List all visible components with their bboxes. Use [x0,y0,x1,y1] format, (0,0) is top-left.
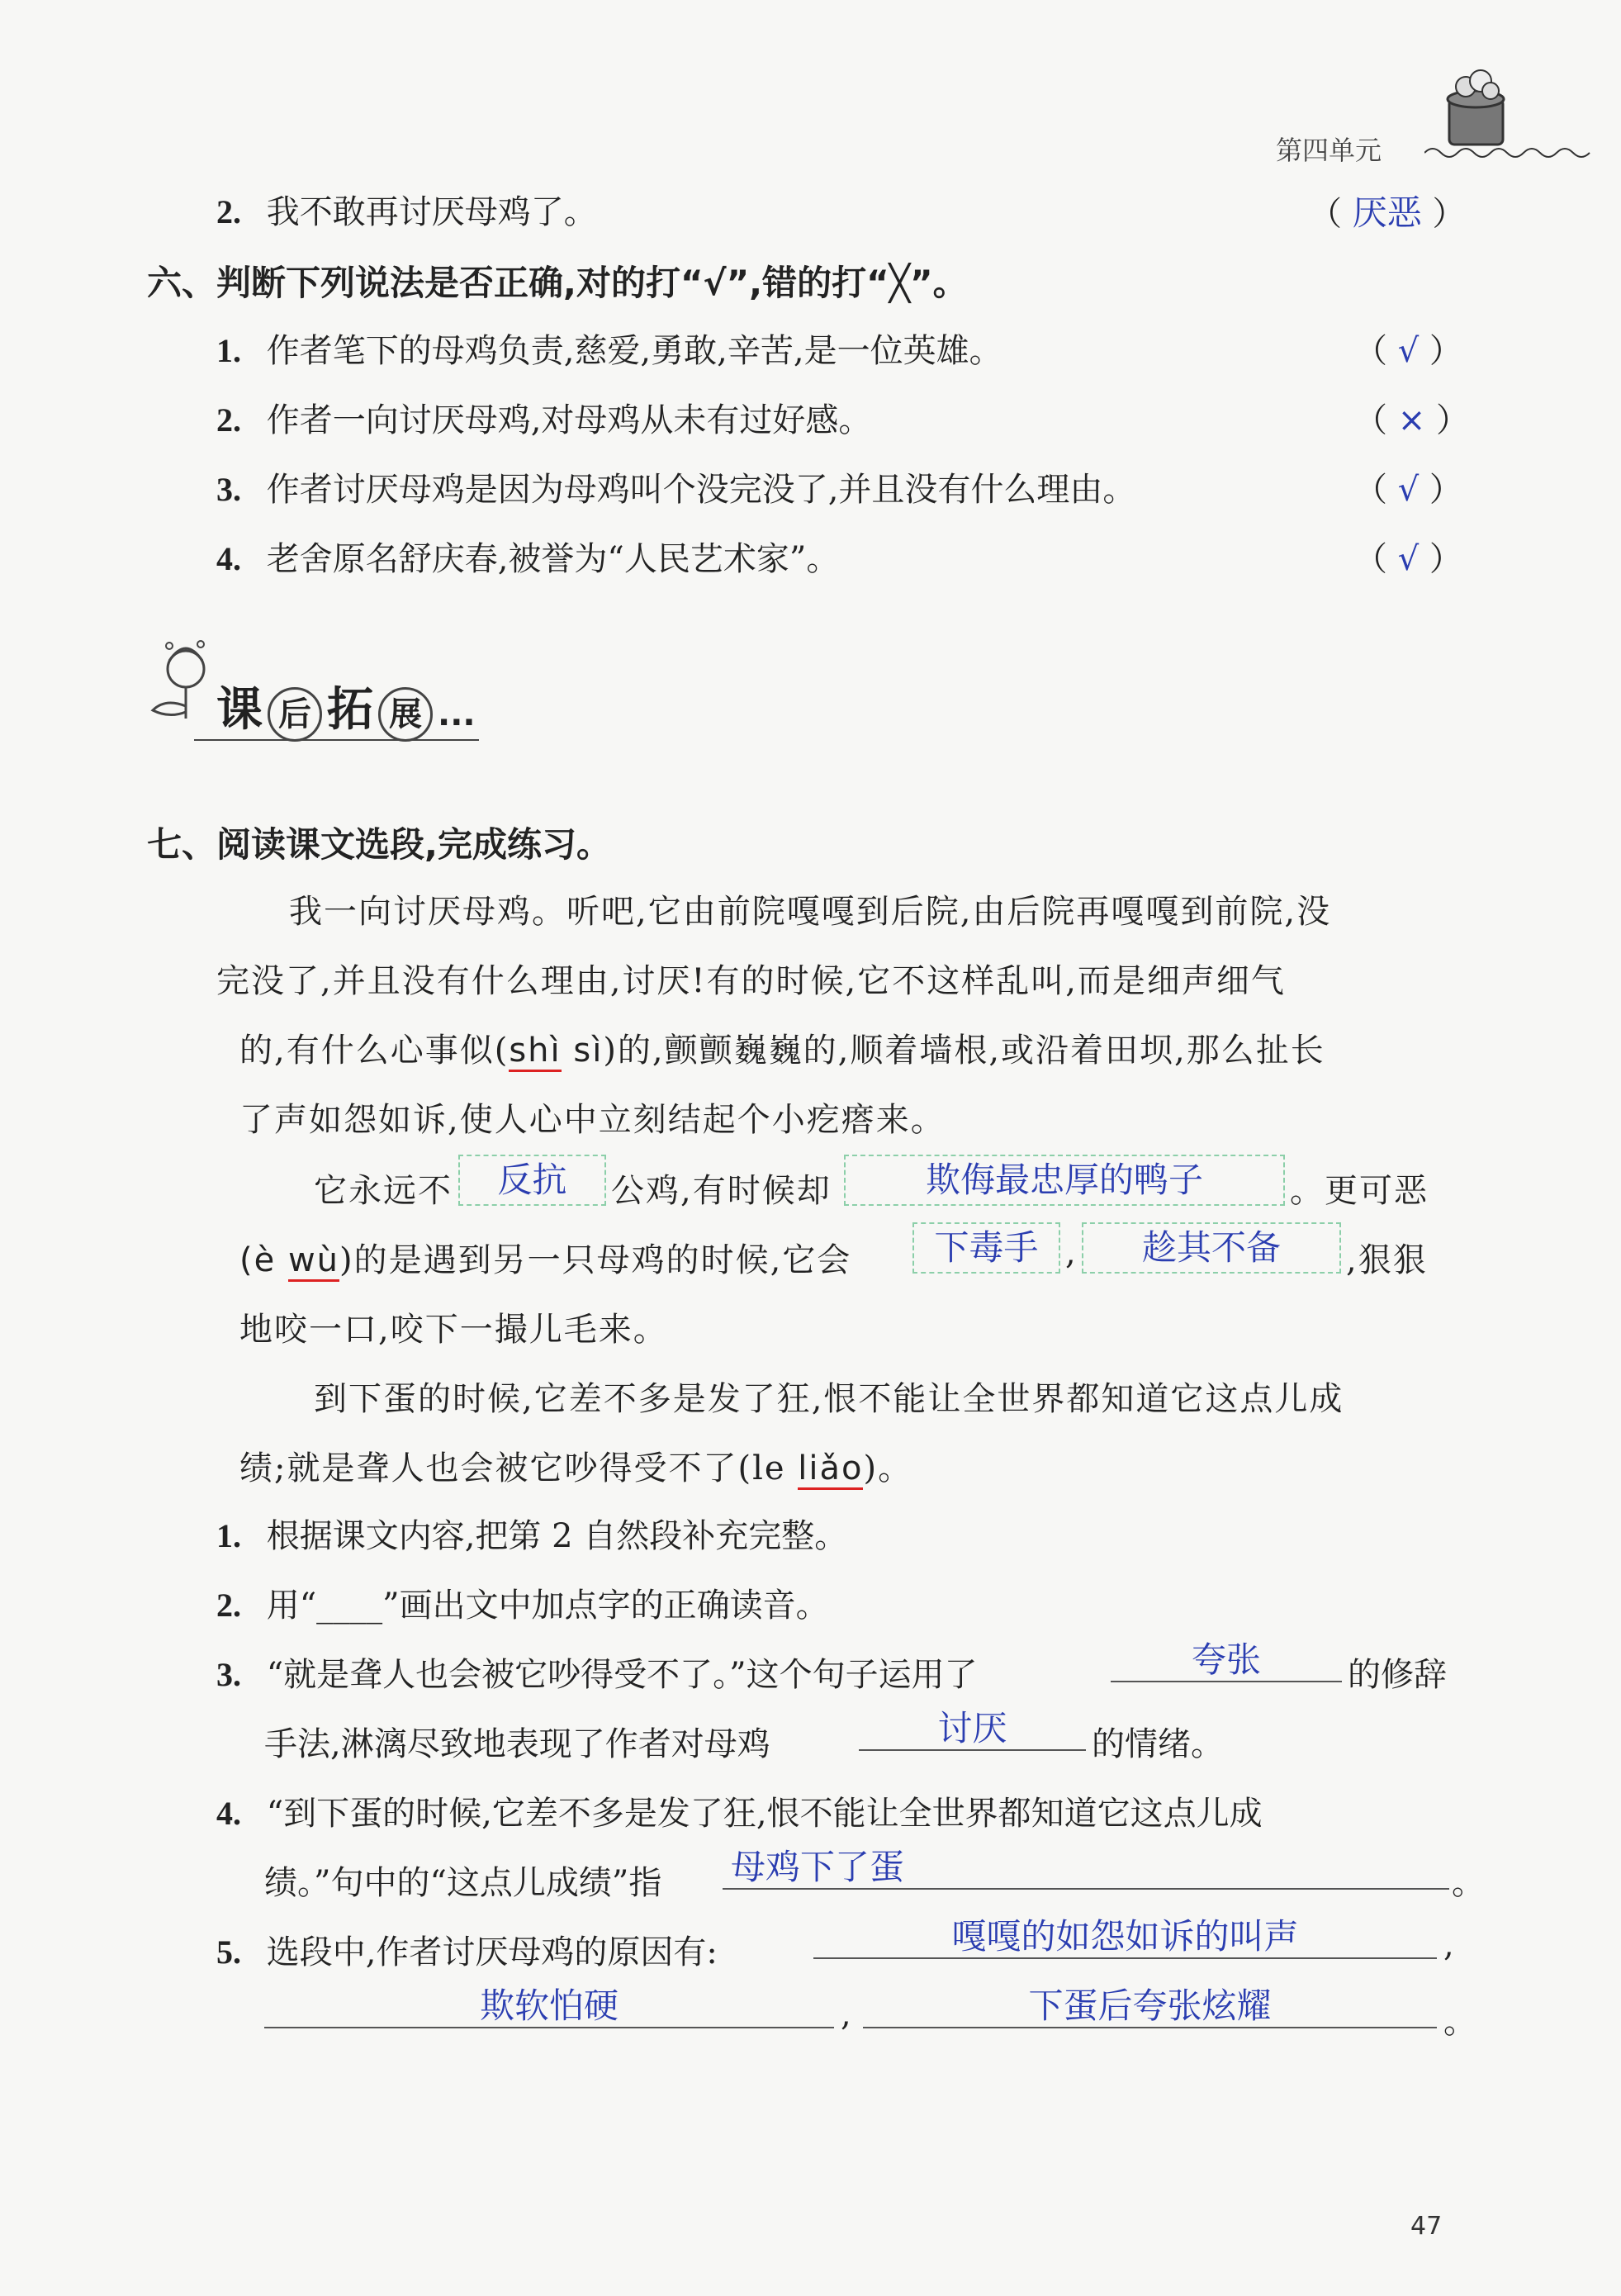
page-number: 47 [1410,2212,1443,2241]
header-wave [1424,145,1598,164]
banner-title: 课 后 拓 展 ... [216,673,476,742]
question-text: 。 [1452,1864,1485,1902]
passage-line: 完没了,并且没有什么理由,讨厌!有的时候,它不这样乱叫,而是细声细气 [216,962,1286,1000]
question-text: 的情绪。 [1092,1725,1224,1763]
list-item: 4. 老舍原名舒庆春,被誉为“人民艺术家”。 [216,540,840,578]
question-text: 的修辞 [1348,1656,1447,1694]
handwritten-answer: √ [1397,332,1420,370]
question-text: 手法,淋漓尽致地表现了作者对母鸡 [264,1725,770,1763]
question-text: 。 [1443,2003,1476,2041]
list-item: 1. 作者笔下的母鸡负责,慈爱,勇敢,辛苦,是一位英雄。 [216,332,1002,370]
question-5: 5. 选段中,作者讨厌母鸡的原因有: [216,1933,718,1971]
question-2: 2. 用“____”画出文中加点字的正确读音。 [216,1587,829,1625]
answer-bracket: （ √ ） [1354,332,1462,370]
fill-box: 反抗 [458,1155,606,1206]
answer-blank: 嘎嘎的如怨如诉的叫声 [813,1916,1437,1959]
passage-text: ,狠狠 [1346,1241,1428,1279]
fill-box: 趁其不备 [1082,1222,1341,1274]
passage-line: 到下蛋的时候,它差不多是发了狂,恨不能让全世界都知道它这点儿成 [314,1380,1344,1418]
question-3: 3. “就是聋人也会被它吵得受不了。”这个句子运用了 [216,1656,978,1694]
handwritten-answer: × [1397,401,1426,439]
handwritten-answer: √ [1397,540,1420,578]
answer-blank: 母鸡下了蛋 [723,1847,1449,1890]
list-item: 3. 作者讨厌母鸡是因为母鸡叫个没完没了,并且没有什么理由。 [216,471,1136,509]
question-number: 2. [216,193,241,230]
answer-bracket: （ √ ） [1354,540,1462,578]
list-item: 2. 作者一向讨厌母鸡,对母鸡从未有过好感。 [216,401,872,439]
banner-flower-icon [145,636,227,730]
answer-blank: 欺软怕硬 [264,1985,834,2028]
question-text: , [1443,1926,1454,1964]
passage-text: 它永远不 [314,1172,453,1210]
handwritten-answer: √ [1397,471,1420,509]
question-text: 我不敢再讨厌母鸡了。 [266,193,597,231]
unit-label: 第四单元 [1276,135,1382,166]
question-4: 4. “到下蛋的时候,它差不多是发了狂,恨不能让全世界都知道它这点儿成 [216,1795,1263,1833]
passage-text: 。更可恶 [1290,1172,1429,1210]
question-1: 1. 根据课文内容,把第 2 自然段补充完整。 [216,1517,848,1555]
header-decoration [1441,66,1511,149]
question-text: , [841,1995,851,2033]
passage-line: 了声如怨如诉,使人心中立刻结起个小疙瘩来。 [239,1101,946,1139]
answer-bracket: （ √ ） [1354,471,1462,509]
answer-blank: 夸张 [1111,1639,1342,1682]
passage-text: , [1065,1234,1078,1272]
passage-line: 的,有什么心事似(shì sì)的,颤颤巍巍的,顺着墙根,或沿着田坝,那么扯长 [239,1024,1325,1071]
passage-line: 我一向讨厌母鸡。听吧,它由前院嘎嘎到后院,由后院再嘎嘎到前院,没 [289,893,1332,931]
fill-box: 欺侮最忠厚的鸭子 [844,1155,1285,1206]
answer-blank: 下蛋后夸张炫耀 [863,1985,1437,2028]
banner-underline [194,739,479,741]
q2-top [216,186,597,233]
passage-line: 绩;就是聋人也会被它吵得受不了(le liǎo)。 [239,1442,912,1489]
passage-line: 地咬一口,咬下一撮儿毛来。 [239,1311,668,1349]
handwritten-answer: 厌恶 [1352,192,1422,233]
section-6-title: 六、判断下列说法是否正确,对的打“√”,错的打“╳”。 [147,263,968,303]
section-7-title: 七、阅读课文选段,完成练习。 [147,824,611,865]
passage-text: 公鸡,有时候却 [611,1172,832,1210]
answer-bracket: （ 厌恶 ） [1309,192,1466,233]
passage-line: (è wù)的是遇到另一只母鸡的时候,它会 [239,1234,851,1281]
fill-box: 下毒手 [912,1222,1060,1274]
answer-blank: 讨厌 [859,1708,1086,1751]
question-text: 绩。”句中的“这点儿成绩”指 [264,1864,662,1902]
answer-bracket: （ × ） [1354,401,1469,439]
